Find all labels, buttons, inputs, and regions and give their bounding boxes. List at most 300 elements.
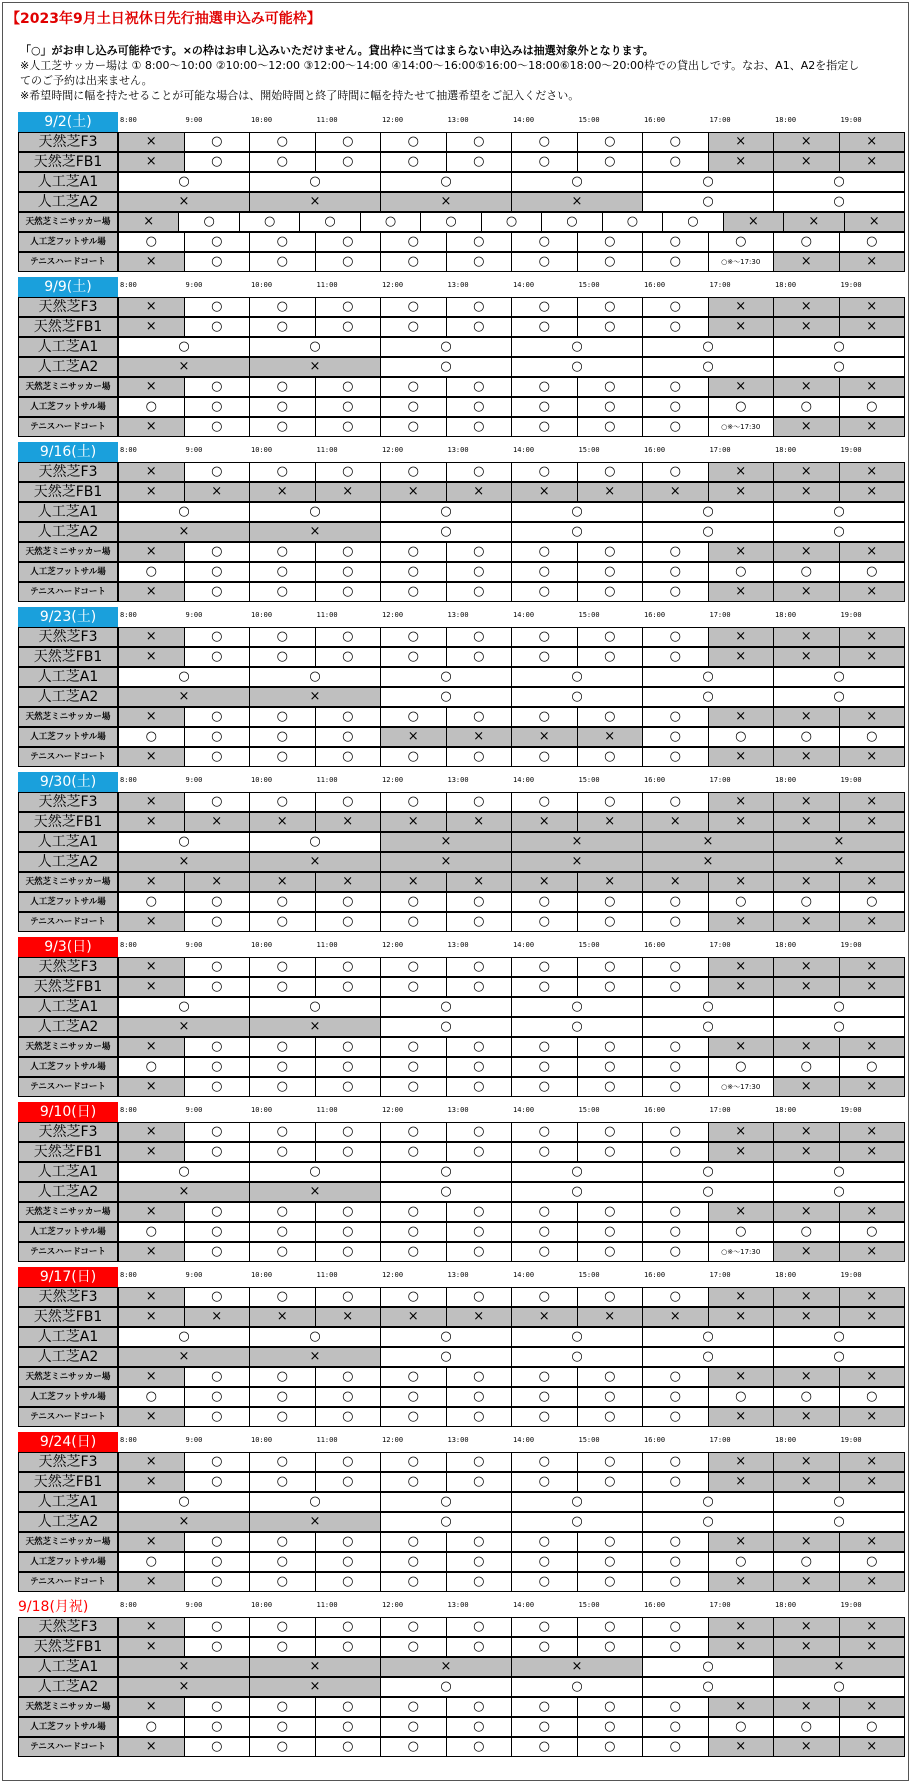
available-slot[interactable]: ○ — [249, 1077, 316, 1097]
available-slot[interactable]: ○ — [184, 1142, 251, 1162]
available-slot[interactable]: ○ — [839, 232, 906, 252]
available-slot[interactable]: ○ — [577, 957, 644, 977]
available-slot[interactable]: ○ — [511, 397, 578, 417]
available-slot[interactable]: ○ — [642, 1637, 709, 1657]
available-slot[interactable]: ○ — [118, 1552, 185, 1572]
available-slot[interactable]: ○ — [249, 997, 381, 1017]
available-slot[interactable]: ○ — [249, 957, 316, 977]
available-slot[interactable]: ○ — [446, 152, 513, 172]
available-slot[interactable]: ○ — [315, 1552, 382, 1572]
available-slot[interactable]: ○ — [380, 667, 512, 687]
available-slot[interactable]: ○ — [642, 1122, 709, 1142]
available-slot[interactable]: ○ — [315, 1637, 382, 1657]
available-slot[interactable]: ○ — [642, 542, 709, 562]
available-slot[interactable]: ○ — [249, 462, 316, 482]
available-slot[interactable]: ○ — [315, 892, 382, 912]
available-slot[interactable]: ○ — [511, 1327, 643, 1347]
available-slot[interactable]: ○ — [315, 297, 382, 317]
available-slot[interactable]: ○ — [511, 1017, 643, 1037]
available-slot[interactable]: ○ — [839, 727, 906, 747]
available-slot[interactable]: ○ — [184, 232, 251, 252]
available-slot[interactable]: ○ — [380, 1637, 447, 1657]
available-slot[interactable]: ○ — [642, 172, 774, 192]
available-slot[interactable]: ○ — [642, 1162, 774, 1182]
available-slot[interactable]: ○ — [239, 212, 300, 232]
available-slot[interactable]: ○ — [511, 582, 578, 602]
available-slot[interactable]: ○ — [315, 1057, 382, 1077]
available-slot[interactable]: ○ — [315, 252, 382, 272]
available-slot[interactable]: ○ — [642, 647, 709, 667]
available-slot[interactable]: ○ — [380, 377, 447, 397]
available-slot[interactable]: ○ — [315, 1452, 382, 1472]
available-slot[interactable]: ○ — [315, 1717, 382, 1737]
available-slot[interactable]: ○ — [642, 1142, 709, 1162]
available-slot[interactable]: ○ — [708, 232, 775, 252]
available-slot[interactable]: ○ — [315, 132, 382, 152]
available-slot[interactable]: ○ — [118, 1222, 185, 1242]
available-slot[interactable]: ○ — [642, 1407, 709, 1427]
available-slot[interactable]: ○ — [184, 1407, 251, 1427]
available-slot[interactable]: ○ — [446, 1552, 513, 1572]
available-slot[interactable]: ○ — [380, 417, 447, 437]
available-slot[interactable]: ○ — [315, 1472, 382, 1492]
available-slot[interactable]: ○ — [249, 1717, 316, 1737]
available-slot[interactable]: ○ — [446, 232, 513, 252]
available-slot[interactable]: ○ — [184, 1287, 251, 1307]
available-slot[interactable]: ○ — [249, 232, 316, 252]
available-slot[interactable]: ○ — [577, 1717, 644, 1737]
available-slot[interactable]: ○ — [184, 647, 251, 667]
available-slot[interactable]: ○ — [118, 727, 185, 747]
available-slot[interactable]: ○ — [249, 502, 381, 522]
available-slot[interactable]: ○ — [315, 1142, 382, 1162]
available-slot[interactable]: ○ — [380, 1697, 447, 1717]
available-slot[interactable]: ○ — [315, 377, 382, 397]
available-slot[interactable]: ○ — [642, 1037, 709, 1057]
available-slot[interactable]: ○ — [642, 462, 709, 482]
available-slot[interactable]: ○ — [642, 1327, 774, 1347]
available-slot[interactable]: ○ — [839, 397, 906, 417]
available-slot[interactable]: ○ — [184, 1637, 251, 1657]
available-slot[interactable]: ○ — [577, 582, 644, 602]
available-slot[interactable]: ○ — [249, 1572, 316, 1592]
available-slot[interactable]: ○ — [446, 1637, 513, 1657]
available-slot[interactable]: ○ — [446, 1617, 513, 1637]
available-slot[interactable]: ○ — [249, 252, 316, 272]
available-slot[interactable]: ○ — [446, 562, 513, 582]
available-slot[interactable]: ○ — [511, 1737, 578, 1757]
available-slot[interactable]: ○ — [446, 1122, 513, 1142]
available-slot[interactable]: ○ — [708, 892, 775, 912]
available-slot[interactable]: ○ — [380, 1222, 447, 1242]
available-slot[interactable]: ○ — [315, 747, 382, 767]
available-slot[interactable]: ○ — [511, 1472, 578, 1492]
available-slot[interactable]: ○ — [249, 582, 316, 602]
available-slot[interactable]: ○ — [118, 562, 185, 582]
available-slot[interactable]: ○ — [773, 397, 840, 417]
available-slot[interactable]: ○ — [380, 1122, 447, 1142]
available-slot[interactable]: ○ — [577, 707, 644, 727]
available-slot[interactable]: ○ — [315, 1532, 382, 1552]
available-slot[interactable]: ○ — [446, 317, 513, 337]
available-slot[interactable]: ○ — [577, 1242, 644, 1262]
available-slot[interactable]: ○ — [184, 1387, 251, 1407]
available-slot[interactable]: ○ — [118, 1057, 185, 1077]
available-slot[interactable]: ○ — [642, 1182, 774, 1202]
available-slot[interactable]: ○ — [380, 627, 447, 647]
available-slot[interactable]: ○ — [380, 1472, 447, 1492]
available-slot[interactable]: ○ — [773, 1057, 840, 1077]
available-slot[interactable]: ○ — [380, 1202, 447, 1222]
available-slot[interactable]: ○ — [315, 1242, 382, 1262]
available-slot[interactable]: ○ — [184, 1617, 251, 1637]
available-slot[interactable]: ○ — [511, 892, 578, 912]
available-slot[interactable]: ○ — [511, 1222, 578, 1242]
available-slot[interactable]: ○ — [511, 1572, 578, 1592]
available-slot[interactable]: ○ — [577, 1552, 644, 1572]
available-slot[interactable]: ○ — [446, 892, 513, 912]
available-slot[interactable]: ○ — [446, 1472, 513, 1492]
available-slot[interactable]: ○ — [511, 1182, 643, 1202]
available-slot[interactable]: ○ — [577, 892, 644, 912]
available-slot[interactable]: ○ — [577, 747, 644, 767]
available-slot[interactable]: ○ — [577, 297, 644, 317]
available-slot[interactable]: ○ — [446, 1142, 513, 1162]
available-slot[interactable]: ○ — [446, 417, 513, 437]
available-slot[interactable]: ○ — [446, 792, 513, 812]
available-slot[interactable]: ○ — [249, 1122, 316, 1142]
available-slot[interactable]: ○ — [642, 232, 709, 252]
available-slot[interactable]: ○ — [315, 792, 382, 812]
available-slot[interactable]: ○ — [577, 1697, 644, 1717]
available-slot[interactable]: ○ — [446, 912, 513, 932]
available-slot[interactable]: ○ — [577, 1637, 644, 1657]
available-slot[interactable]: ○ — [380, 152, 447, 172]
available-slot[interactable]: ○ — [315, 582, 382, 602]
available-slot[interactable]: ○ — [446, 1222, 513, 1242]
available-slot[interactable]: ○ — [249, 627, 316, 647]
available-slot[interactable]: ○ — [511, 462, 578, 482]
available-slot[interactable]: ○ — [249, 1697, 316, 1717]
available-slot[interactable]: ○ — [380, 1552, 447, 1572]
available-slot[interactable]: ○ — [315, 542, 382, 562]
available-slot[interactable]: ○ — [511, 172, 643, 192]
available-slot[interactable]: ○ — [642, 707, 709, 727]
available-slot[interactable]: ○ — [380, 892, 447, 912]
available-slot[interactable]: ○ — [184, 1472, 251, 1492]
available-slot[interactable]: ○ — [511, 1202, 578, 1222]
available-slot[interactable]: ○ — [642, 667, 774, 687]
available-slot[interactable]: ○ — [577, 627, 644, 647]
available-slot[interactable]: ○ — [380, 297, 447, 317]
available-slot[interactable]: ○ — [380, 912, 447, 932]
available-slot[interactable]: ○ — [839, 1717, 906, 1737]
available-slot[interactable]: ○ — [708, 1717, 775, 1737]
available-slot[interactable]: ○ — [708, 727, 775, 747]
available-slot[interactable]: ○ — [380, 707, 447, 727]
available-slot[interactable]: ○ — [446, 1367, 513, 1387]
available-slot[interactable]: ○ — [249, 667, 381, 687]
available-slot[interactable]: ○ — [642, 1697, 709, 1717]
available-slot[interactable]: ○ — [184, 1037, 251, 1057]
available-slot[interactable]: ○ — [577, 647, 644, 667]
available-slot[interactable]: ○ — [446, 1717, 513, 1737]
available-slot[interactable]: ○ — [249, 1142, 316, 1162]
available-slot[interactable]: ○ — [577, 317, 644, 337]
available-slot[interactable]: ○ — [446, 1737, 513, 1757]
available-slot[interactable]: ○ — [184, 1452, 251, 1472]
available-slot[interactable]: ○ — [249, 912, 316, 932]
available-slot[interactable]: ○ — [642, 747, 709, 767]
available-slot[interactable]: ○ — [577, 252, 644, 272]
available-slot[interactable]: ○ — [249, 297, 316, 317]
available-slot[interactable]: ○ — [249, 1552, 316, 1572]
available-slot[interactable]: ○ — [184, 1057, 251, 1077]
available-slot[interactable]: ○ — [708, 1387, 775, 1407]
available-slot[interactable]: ○ — [511, 1512, 643, 1532]
available-slot[interactable]: ○ — [315, 462, 382, 482]
available-slot[interactable]: ○ — [511, 502, 643, 522]
available-slot[interactable]: ○ — [511, 1387, 578, 1407]
available-slot[interactable]: ○ — [315, 1617, 382, 1637]
available-slot[interactable]: ○ — [577, 562, 644, 582]
available-slot[interactable]: ○ — [708, 1552, 775, 1572]
available-slot[interactable]: ○ — [118, 337, 250, 357]
available-slot[interactable]: ○ — [446, 1057, 513, 1077]
available-slot[interactable]: ○ — [184, 1202, 251, 1222]
available-slot[interactable]: ○ — [315, 727, 382, 747]
available-slot[interactable]: ○ — [380, 542, 447, 562]
available-slot[interactable]: ○ — [380, 1572, 447, 1592]
available-slot[interactable]: ○ — [511, 152, 578, 172]
available-slot[interactable]: ○ — [184, 747, 251, 767]
available-slot[interactable]: ○ — [642, 1017, 774, 1037]
available-slot[interactable]: ○ — [642, 1347, 774, 1367]
available-slot[interactable]: ○ — [184, 297, 251, 317]
available-slot[interactable]: ○ — [249, 1242, 316, 1262]
available-slot[interactable]: ○ — [642, 627, 709, 647]
available-slot[interactable]: ○ — [511, 1407, 578, 1427]
available-slot[interactable]: ○ — [184, 1122, 251, 1142]
available-slot[interactable]: ○ — [577, 1532, 644, 1552]
available-slot[interactable]: ○ — [642, 152, 709, 172]
available-slot[interactable]: ○ — [839, 892, 906, 912]
available-slot[interactable]: ○ — [249, 1287, 316, 1307]
available-slot[interactable]: ○ — [642, 1452, 709, 1472]
available-slot[interactable]: ○ — [249, 132, 316, 152]
available-slot[interactable]: ○ — [446, 1452, 513, 1472]
available-slot[interactable]: ○ — [642, 1222, 709, 1242]
available-slot[interactable]: ○ — [184, 912, 251, 932]
available-slot[interactable]: ○ — [511, 562, 578, 582]
available-slot[interactable]: ○ — [118, 997, 250, 1017]
available-slot[interactable]: ○ — [839, 1222, 906, 1242]
available-slot[interactable]: ○ — [773, 1512, 905, 1532]
available-slot[interactable]: ○ — [184, 1717, 251, 1737]
available-slot[interactable]: ○ — [380, 1347, 512, 1367]
available-slot[interactable]: ○ — [249, 1407, 316, 1427]
available-slot[interactable]: ○ — [511, 1452, 578, 1472]
available-slot[interactable]: ○ — [249, 707, 316, 727]
available-slot[interactable]: ○ — [773, 727, 840, 747]
available-slot[interactable]: ○ — [642, 792, 709, 812]
available-slot[interactable]: ○ — [577, 462, 644, 482]
available-slot[interactable]: ○ — [511, 252, 578, 272]
available-slot[interactable]: ○ — [642, 1572, 709, 1592]
available-slot[interactable]: ○ — [577, 1617, 644, 1637]
available-slot[interactable]: ○ — [184, 542, 251, 562]
available-slot[interactable]: ○ — [380, 1367, 447, 1387]
available-slot[interactable]: ○ — [315, 317, 382, 337]
available-slot[interactable]: ○ — [642, 132, 709, 152]
available-slot[interactable]: ○ — [708, 562, 775, 582]
available-slot[interactable]: ○ — [315, 152, 382, 172]
available-slot[interactable]: ○ — [446, 977, 513, 997]
available-slot[interactable]: ○ — [511, 1552, 578, 1572]
available-slot[interactable]: ○ — [511, 707, 578, 727]
available-slot[interactable]: ○ — [577, 1572, 644, 1592]
available-slot[interactable]: ○ — [315, 1202, 382, 1222]
available-slot[interactable]: ○ — [118, 1327, 250, 1347]
available-slot[interactable]: ○ — [773, 192, 905, 212]
available-slot[interactable]: ○ — [577, 1037, 644, 1057]
available-slot[interactable]: ○ — [315, 1037, 382, 1057]
available-slot[interactable]: ○ — [446, 1037, 513, 1057]
available-slot[interactable]: ○ — [446, 462, 513, 482]
available-slot[interactable]: ○ — [642, 687, 774, 707]
available-slot[interactable]: ○ — [642, 977, 709, 997]
available-slot[interactable]: ○ — [642, 1287, 709, 1307]
available-slot[interactable]: ○ — [577, 1367, 644, 1387]
available-slot[interactable]: ○ — [577, 417, 644, 437]
available-slot[interactable]: ○ — [184, 317, 251, 337]
available-slot[interactable]: ○ — [315, 627, 382, 647]
available-slot[interactable]: ○ — [184, 1367, 251, 1387]
available-slot[interactable]: ○ — [446, 957, 513, 977]
available-slot[interactable]: ○ — [249, 1367, 316, 1387]
available-slot[interactable]: ○ — [184, 792, 251, 812]
available-slot[interactable]: ○ — [642, 297, 709, 317]
available-slot[interactable]: ○ — [642, 1677, 774, 1697]
available-slot[interactable]: ○ — [642, 192, 774, 212]
available-slot[interactable]: ○ — [642, 957, 709, 977]
available-slot[interactable]: ○ — [511, 1142, 578, 1162]
available-slot[interactable]: ○ — [773, 1222, 840, 1242]
available-slot[interactable]: ○ — [380, 1452, 447, 1472]
available-slot[interactable]: ○ — [577, 397, 644, 417]
available-slot[interactable]: ○ — [642, 1512, 774, 1532]
available-slot[interactable]: ○ — [446, 1532, 513, 1552]
available-slot[interactable]: ○ — [446, 1202, 513, 1222]
available-slot[interactable]: ○ — [773, 1387, 840, 1407]
available-slot[interactable]: ○ — [642, 1202, 709, 1222]
available-slot[interactable]: ○ — [642, 1657, 774, 1677]
available-slot[interactable]: ○ — [511, 667, 643, 687]
available-slot[interactable]: ○ — [380, 1737, 447, 1757]
available-slot[interactable]: ○ — [118, 832, 250, 852]
available-slot[interactable]: ○ — [118, 1492, 250, 1512]
available-slot[interactable]: ○ — [642, 502, 774, 522]
available-slot[interactable]: ○ — [511, 1122, 578, 1142]
available-slot[interactable]: ○ — [420, 212, 481, 232]
available-slot[interactable]: ○ — [380, 1532, 447, 1552]
available-slot[interactable]: ○ — [249, 792, 316, 812]
available-slot[interactable]: ○ — [511, 1492, 643, 1512]
available-slot[interactable]: ○ — [380, 132, 447, 152]
available-slot[interactable]: ○ — [773, 892, 840, 912]
available-slot[interactable]: ○ — [446, 582, 513, 602]
available-slot[interactable]: ○ — [577, 792, 644, 812]
available-slot[interactable]: ○ — [249, 1492, 381, 1512]
available-slot[interactable]: ○ — [511, 1037, 578, 1057]
available-slot[interactable]: ○ — [380, 1717, 447, 1737]
available-slot[interactable]: ○ — [249, 1617, 316, 1637]
available-slot[interactable]: ○ — [299, 212, 360, 232]
available-slot[interactable]: ○ — [380, 252, 447, 272]
available-slot[interactable]: ○ — [577, 912, 644, 932]
available-slot[interactable]: ○ — [446, 252, 513, 272]
available-slot[interactable]: ○ — [249, 832, 381, 852]
available-slot[interactable]: ○ — [315, 232, 382, 252]
available-slot[interactable]: ○ — [249, 337, 381, 357]
available-slot[interactable]: ○ — [577, 1057, 644, 1077]
available-slot[interactable]: ○ — [315, 562, 382, 582]
available-slot[interactable]: ○ — [249, 542, 316, 562]
available-slot[interactable]: ○ — [184, 152, 251, 172]
available-slot[interactable]: ○ — [380, 1057, 447, 1077]
available-slot[interactable]: ○ — [249, 1387, 316, 1407]
available-slot[interactable]: ○ — [642, 892, 709, 912]
available-slot[interactable]: ○ — [511, 912, 578, 932]
available-slot[interactable]: ○ — [380, 232, 447, 252]
available-slot[interactable]: ○ — [184, 377, 251, 397]
available-slot[interactable]: ○ — [577, 232, 644, 252]
available-slot[interactable]: ○ — [773, 522, 905, 542]
available-slot[interactable]: ○ — [184, 892, 251, 912]
available-slot[interactable]: ○ — [446, 1697, 513, 1717]
available-slot[interactable]: ○ — [249, 377, 316, 397]
available-slot[interactable]: ○ — [773, 667, 905, 687]
available-slot[interactable]: ○※～17:30 — [708, 1077, 775, 1097]
available-slot[interactable]: ○ — [315, 707, 382, 727]
available-slot[interactable]: ○ — [315, 1287, 382, 1307]
available-slot[interactable]: ○ — [249, 562, 316, 582]
available-slot[interactable]: ○ — [773, 337, 905, 357]
available-slot[interactable]: ○ — [380, 582, 447, 602]
available-slot[interactable]: ○ — [446, 1387, 513, 1407]
available-slot[interactable]: ○ — [446, 707, 513, 727]
available-slot[interactable]: ○ — [642, 377, 709, 397]
available-slot[interactable]: ○ — [184, 1242, 251, 1262]
available-slot[interactable]: ○ — [642, 1617, 709, 1637]
available-slot[interactable]: ○ — [380, 1407, 447, 1427]
available-slot[interactable]: ○ — [380, 337, 512, 357]
available-slot[interactable]: ○ — [839, 1387, 906, 1407]
available-slot[interactable]: ○ — [184, 1552, 251, 1572]
available-slot[interactable]: ○ — [446, 397, 513, 417]
available-slot[interactable]: ○ — [380, 1387, 447, 1407]
available-slot[interactable]: ○ — [708, 1222, 775, 1242]
available-slot[interactable]: ○ — [511, 132, 578, 152]
available-slot[interactable]: ○ — [642, 397, 709, 417]
available-slot[interactable]: ○ — [315, 1407, 382, 1427]
available-slot[interactable]: ○ — [380, 1077, 447, 1097]
available-slot[interactable]: ○ — [511, 1697, 578, 1717]
available-slot[interactable]: ○ — [315, 957, 382, 977]
available-slot[interactable]: ○ — [511, 1347, 643, 1367]
available-slot[interactable]: ○ — [315, 647, 382, 667]
available-slot[interactable]: ○ — [380, 1677, 512, 1697]
